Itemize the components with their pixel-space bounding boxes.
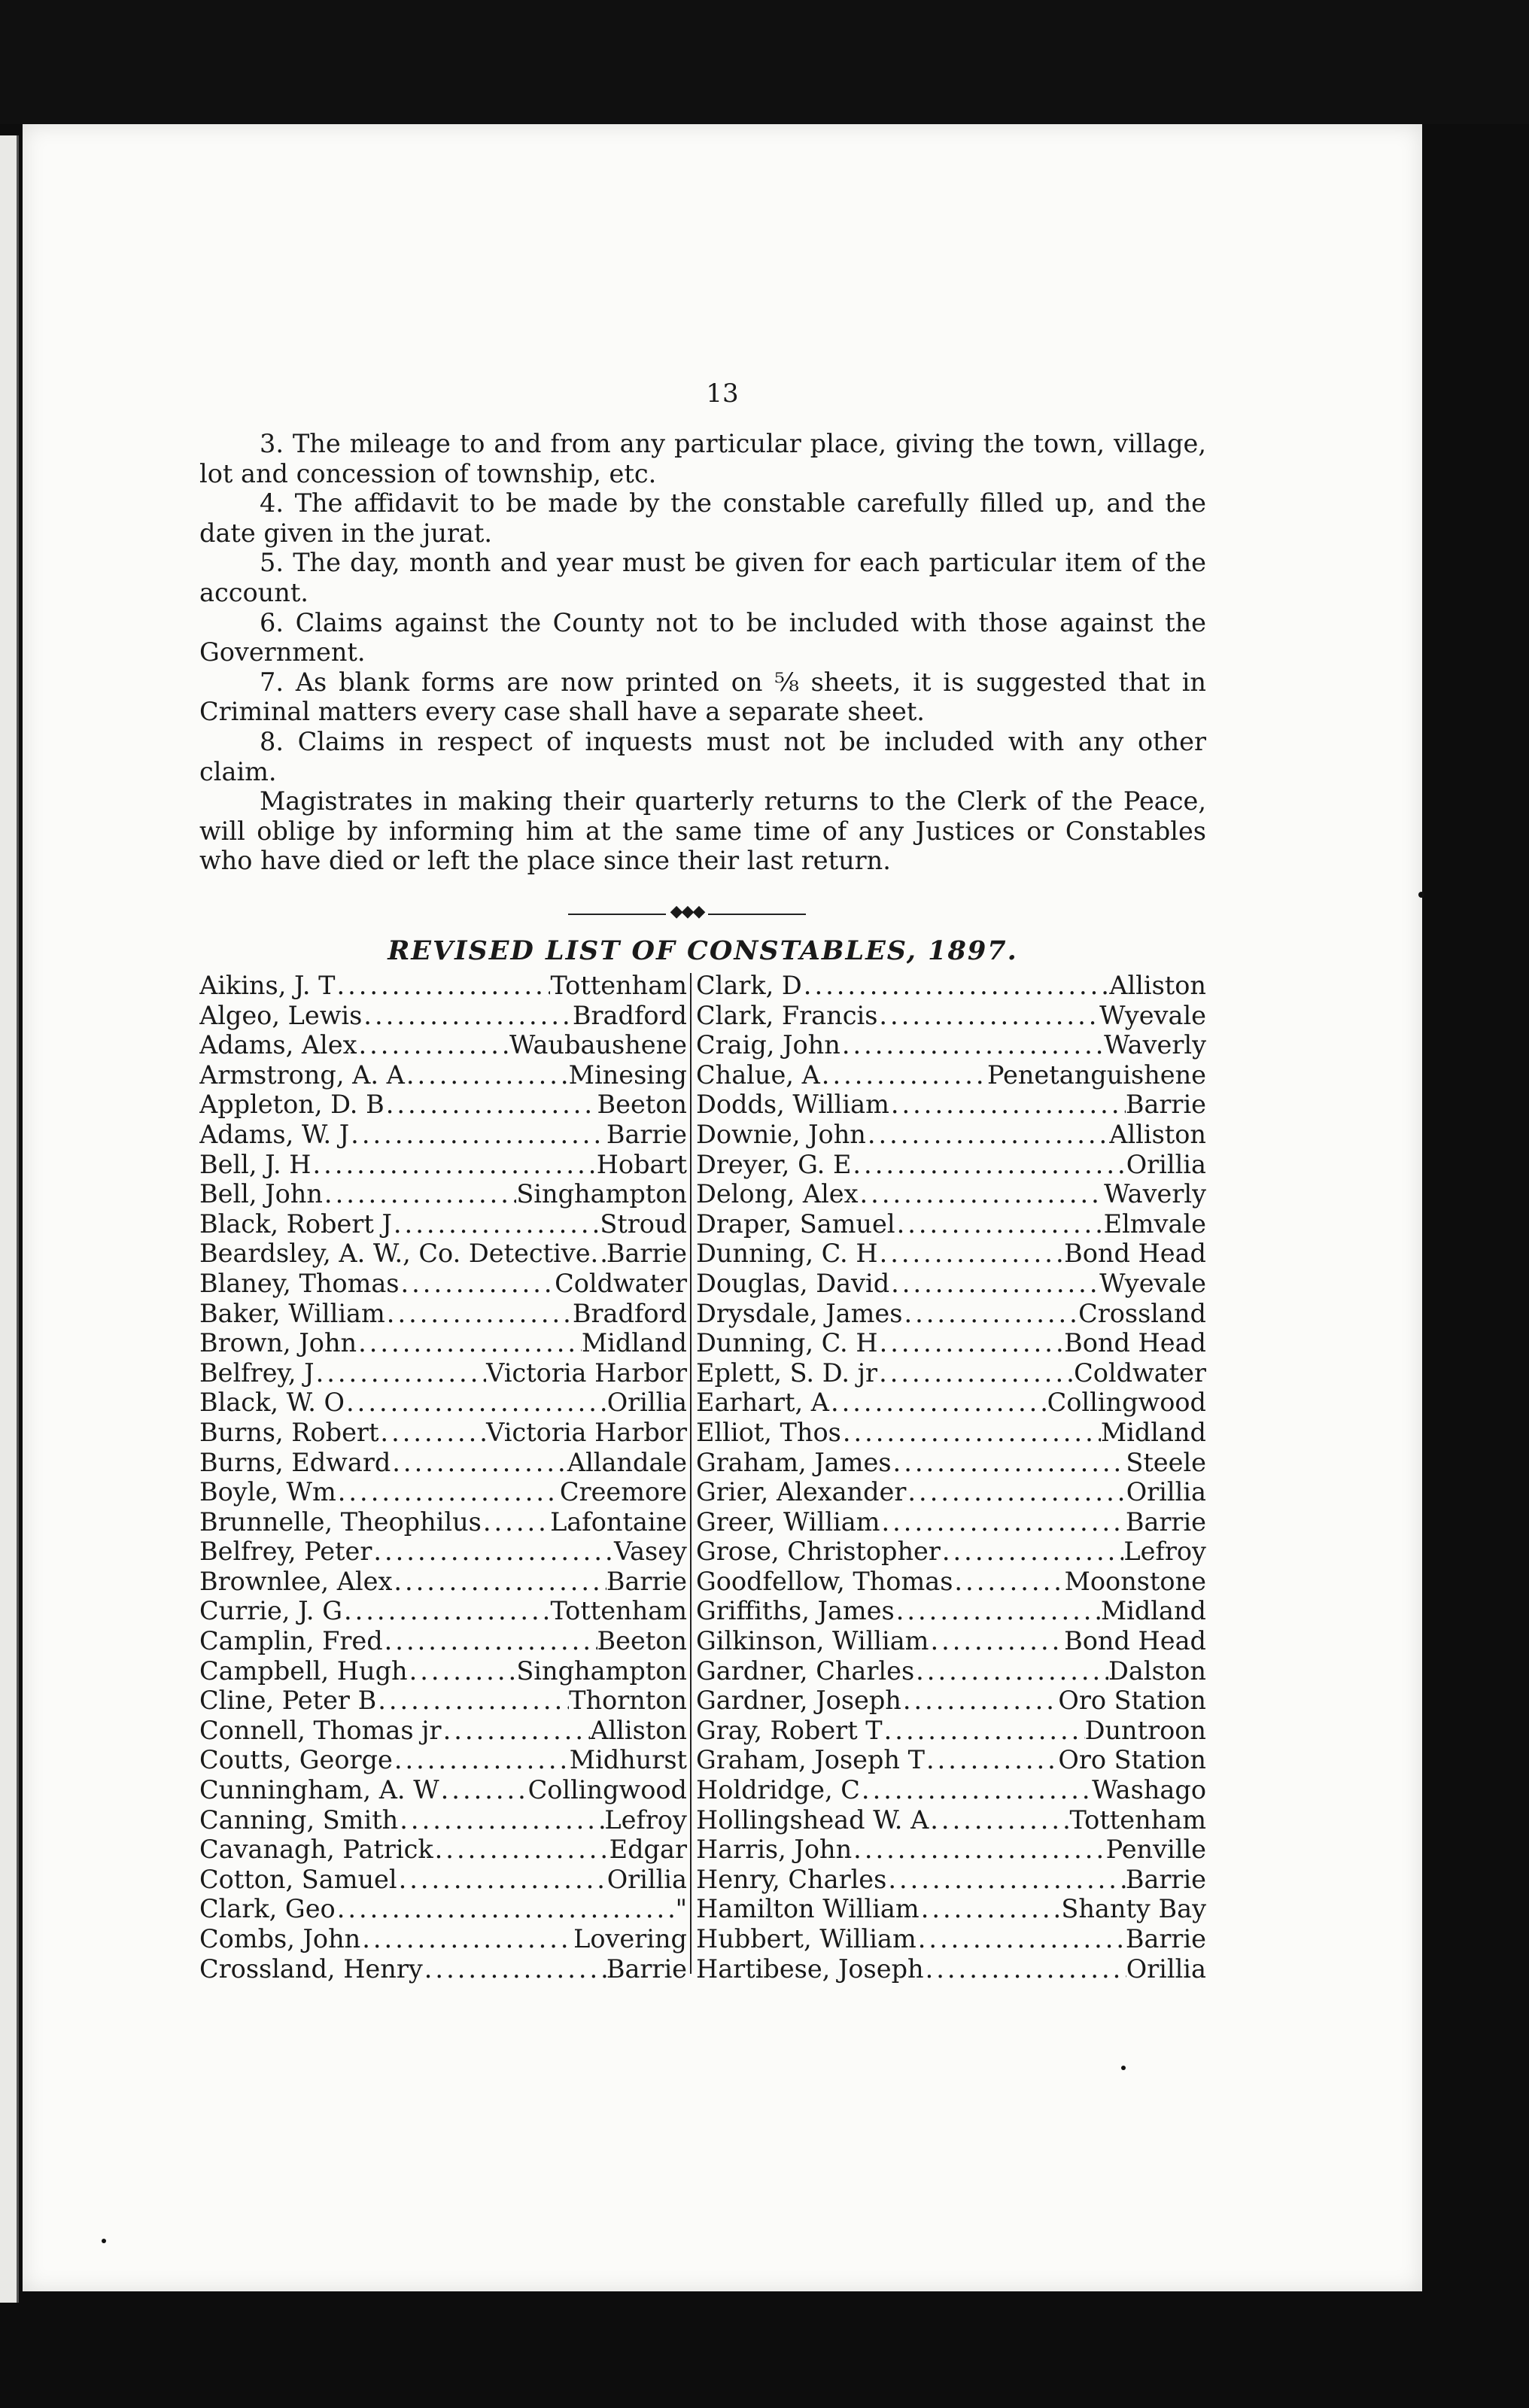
leader-dots xyxy=(901,1686,1059,1716)
constable-name: Draper, Samuel xyxy=(696,1209,895,1239)
constable-entry xyxy=(696,1865,1206,1895)
leader-dots xyxy=(916,1924,1126,1954)
leader-dots xyxy=(889,1269,1099,1299)
constable-entry xyxy=(199,1686,687,1716)
leader-dots xyxy=(851,1150,1126,1180)
constable-name: Coutts, George xyxy=(199,1745,393,1775)
constable-place: Allandale xyxy=(567,1447,687,1477)
leader-dots xyxy=(357,1328,582,1358)
constable-place: Alliston xyxy=(590,1715,687,1745)
constable-place: Bond Head xyxy=(1064,1239,1206,1269)
constable-name: Downie, John xyxy=(696,1119,866,1149)
constable-name: Cavanagh, Patrick xyxy=(199,1835,433,1865)
constable-entry xyxy=(696,1745,1206,1775)
facing-page-edge xyxy=(0,135,19,2303)
constable-entry xyxy=(199,1805,687,1835)
constable-place: Lefroy xyxy=(1123,1537,1206,1567)
constable-entry xyxy=(696,1448,1206,1478)
constable-place: Oro Station xyxy=(1058,1745,1206,1775)
constable-place: Steele xyxy=(1126,1447,1206,1477)
constable-name: Boyle, Wm xyxy=(199,1477,336,1507)
constable-name: Brownlee, Alex xyxy=(199,1566,393,1596)
constable-name: Adams, Alex xyxy=(199,1030,357,1060)
constable-place: Singhampton xyxy=(516,1655,687,1686)
constable-entry xyxy=(696,1090,1206,1120)
constable-name: Crossland, Henry xyxy=(199,1953,423,1984)
leader-dots xyxy=(953,1567,1064,1597)
constable-name: Aikins, J. T xyxy=(199,971,336,1000)
leader-dots xyxy=(393,1745,570,1775)
constable-name: Elliot, Thos xyxy=(696,1417,841,1447)
constable-entry xyxy=(696,1894,1206,1924)
constable-place: Lovering xyxy=(573,1924,687,1953)
scan-speck xyxy=(102,2239,106,2243)
leader-dots xyxy=(880,1507,1126,1537)
paragraph: 5. The day, month and year must be given for each particular item of the account. xyxy=(199,548,1206,607)
constable-name: Armstrong, A. A xyxy=(199,1060,405,1090)
constable-name: Gilkinson, William xyxy=(696,1626,929,1656)
leader-dots xyxy=(439,1775,528,1805)
constable-place: Barrie xyxy=(1125,1507,1206,1537)
constable-entry xyxy=(199,1716,687,1746)
leader-dots xyxy=(895,1596,1101,1626)
constable-place: Beeton xyxy=(597,1090,687,1120)
constable-place: Orillia xyxy=(1126,1953,1206,1984)
constable-entry xyxy=(696,971,1206,1001)
constable-name: Beardsley, A. W., Co. Detective. xyxy=(199,1239,599,1269)
constable-name: Burns, Robert xyxy=(199,1417,379,1447)
leader-dots xyxy=(941,1537,1124,1567)
paragraph: 3. The mileage to and from any particular place, giving the town, village, lot and concession of township, etc. xyxy=(199,429,1206,488)
constable-place: Wyevale xyxy=(1099,1268,1206,1298)
leader-dots xyxy=(360,1924,573,1954)
paragraph: 8. Claims in respect of inquests must not be included with any other claim. xyxy=(199,726,1206,786)
constable-place: Midland xyxy=(1100,1417,1206,1447)
constables-left-column xyxy=(199,971,687,1984)
constable-entry xyxy=(199,1269,687,1299)
constable-name: Brown, John xyxy=(199,1328,357,1358)
constable-entry xyxy=(696,1805,1206,1835)
leader-dots xyxy=(829,1388,1047,1418)
constable-place: Elmvale xyxy=(1103,1209,1206,1239)
constable-place: Alliston xyxy=(1109,1119,1206,1149)
constable-entry xyxy=(696,1686,1206,1716)
constable-place: Alliston xyxy=(1109,971,1206,1000)
constable-entry xyxy=(199,1954,687,1984)
leader-dots xyxy=(357,1030,509,1060)
constable-name: Dunning, C. H xyxy=(696,1328,878,1358)
leader-dots xyxy=(335,971,550,1001)
constable-name: Brunnelle, Theophilus xyxy=(199,1507,482,1537)
leader-dots xyxy=(405,1060,569,1090)
constable-entry xyxy=(199,1924,687,1954)
constable-entry xyxy=(696,1120,1206,1150)
constable-name: Blaney, Thomas xyxy=(199,1268,400,1298)
constable-name: Delong, Alex xyxy=(696,1179,859,1209)
constable-name: Chalue, A xyxy=(696,1060,820,1090)
constable-entry xyxy=(199,1418,687,1448)
leader-dots xyxy=(886,1865,1126,1895)
constable-place: Dalston xyxy=(1108,1655,1206,1686)
constable-entry xyxy=(696,1596,1206,1626)
constable-place: Midhurst xyxy=(569,1745,687,1775)
constable-name: Camplin, Fred xyxy=(199,1626,383,1656)
leader-dots xyxy=(840,1030,1104,1060)
constable-place: Tottenham xyxy=(1069,1804,1206,1835)
list-title: REVISED LIST OF CONSTABLES, 1897. xyxy=(388,935,1018,966)
constable-name: Cotton, Samuel xyxy=(199,1864,397,1894)
constable-entry xyxy=(696,1954,1206,1984)
constable-name: Algeo, Lewis xyxy=(199,1000,363,1030)
constable-place: Barrie xyxy=(606,1953,687,1984)
constable-place: Moonstone xyxy=(1064,1566,1206,1596)
constable-place: Barrie xyxy=(1125,1864,1206,1894)
scan-speck xyxy=(1121,2066,1126,2070)
column-rule xyxy=(690,973,692,1974)
constable-entry xyxy=(199,1150,687,1180)
leader-dots xyxy=(385,1090,597,1120)
constable-entry xyxy=(696,1209,1206,1239)
constable-entry xyxy=(199,1120,687,1150)
constable-name: Appleton, D. B xyxy=(199,1090,385,1120)
constable-entry xyxy=(199,1567,687,1597)
constable-place: Crossland xyxy=(1078,1298,1206,1328)
constable-place: Penetanguishene xyxy=(987,1060,1206,1090)
constable-place: Bradford xyxy=(572,1298,687,1328)
constable-name: Craig, John xyxy=(696,1030,840,1060)
constable-place: Lefroy xyxy=(604,1804,687,1835)
constable-entry xyxy=(696,1567,1206,1597)
constable-place: Beeton xyxy=(597,1626,687,1656)
constable-place: Washago xyxy=(1092,1775,1206,1805)
constable-entry xyxy=(199,1299,687,1329)
leader-dots xyxy=(433,1835,609,1865)
constable-entry xyxy=(199,1388,687,1418)
constable-entry xyxy=(696,1030,1206,1060)
constable-entry xyxy=(199,1001,687,1031)
leader-dots xyxy=(802,971,1109,1001)
constable-name: Baker, William xyxy=(199,1298,385,1328)
constable-place: Stroud xyxy=(600,1209,687,1239)
constable-name: Griffiths, James xyxy=(696,1596,895,1626)
constable-entry xyxy=(696,1328,1206,1358)
leader-dots xyxy=(392,1567,606,1597)
constable-entry xyxy=(696,1716,1206,1746)
constable-place: " xyxy=(675,1894,687,1924)
constable-entry xyxy=(696,1477,1206,1507)
leader-dots xyxy=(906,1477,1126,1507)
constable-place: Midland xyxy=(581,1328,687,1358)
constable-place: Lafontaine xyxy=(550,1507,687,1537)
constable-place: Coldwater xyxy=(1074,1358,1206,1388)
constable-name: Connell, Thomas jr xyxy=(199,1715,442,1745)
constable-place: Collingwood xyxy=(1047,1388,1206,1418)
constable-place: Barrie xyxy=(606,1119,687,1149)
constable-entry xyxy=(696,1060,1206,1090)
leader-dots xyxy=(878,1328,1065,1358)
constable-name: Gray, Robert T xyxy=(696,1715,883,1745)
constable-place: Creemore xyxy=(559,1477,687,1507)
leader-dots xyxy=(841,1418,1101,1448)
constable-entry xyxy=(199,971,687,1001)
constable-entry xyxy=(696,1656,1206,1686)
leader-dots xyxy=(372,1537,614,1567)
constable-name: Cline, Peter B xyxy=(199,1686,377,1716)
constable-name: Hartibese, Joseph xyxy=(696,1953,924,1984)
constable-entry xyxy=(199,1179,687,1209)
section-divider xyxy=(568,902,806,922)
leader-dots xyxy=(342,1596,550,1626)
leader-dots xyxy=(877,1001,1099,1031)
constable-entry xyxy=(696,1537,1206,1567)
leader-dots xyxy=(392,1209,600,1239)
constable-entry xyxy=(199,1835,687,1865)
paragraph: 4. The affidavit to be made by the constable carefully filled up, and the date given in the jurat. xyxy=(199,488,1206,548)
paragraph: Magistrates in making their quarterly returns to the Clerk of the Peace, will oblige by informing him at the same time of any Justices or Constables who have died or left the place since their last return. xyxy=(199,786,1206,876)
constable-name: Adams, W. J xyxy=(199,1119,350,1149)
constable-place: Barrie xyxy=(606,1239,687,1269)
constable-name: Combs, John xyxy=(199,1924,361,1953)
leader-dots xyxy=(924,1954,1126,1984)
constable-entry xyxy=(696,1001,1206,1031)
constable-name: Graham, James xyxy=(696,1447,892,1477)
leader-dots xyxy=(878,1239,1065,1269)
constable-name: Douglas, David xyxy=(696,1268,890,1298)
constable-name: Grier, Alexander xyxy=(696,1477,907,1507)
leader-dots xyxy=(895,1209,1104,1239)
leader-dots xyxy=(820,1060,987,1090)
leader-dots xyxy=(859,1179,1105,1209)
constable-place: Barrie xyxy=(1125,1924,1206,1953)
constable-name: Graham, Joseph T xyxy=(696,1745,925,1775)
divider-line-left xyxy=(568,914,666,915)
constable-place: Wyevale xyxy=(1099,1000,1206,1030)
constable-entry xyxy=(199,1507,687,1537)
constable-entry xyxy=(696,1299,1206,1329)
constable-place: Collingwood xyxy=(527,1775,687,1805)
leader-dots xyxy=(385,1299,573,1329)
constable-name: Clark, Geo xyxy=(199,1894,336,1924)
constable-entry xyxy=(696,1924,1206,1954)
constable-name: Grose, Christopher xyxy=(696,1537,941,1567)
constable-entry xyxy=(199,1865,687,1895)
leader-dots xyxy=(391,1448,567,1478)
constable-place: Edgar xyxy=(609,1835,687,1865)
leader-dots xyxy=(920,1894,1062,1924)
constable-place: Bradford xyxy=(572,1000,687,1030)
constable-place: Duntroon xyxy=(1084,1715,1206,1745)
leader-dots xyxy=(408,1656,517,1686)
divider-line-right xyxy=(708,914,806,915)
constable-name: Burns, Edward xyxy=(199,1447,391,1477)
constable-place: Vasey xyxy=(613,1537,687,1567)
constable-name: Gardner, Charles xyxy=(696,1655,915,1686)
leader-dots xyxy=(397,1865,607,1895)
constable-name: Harris, John xyxy=(696,1835,853,1865)
constable-name: Dunning, C. H xyxy=(696,1239,878,1269)
constable-entry xyxy=(696,1150,1206,1180)
constable-place: Hobart xyxy=(596,1149,687,1179)
constable-name: Clark, Francis xyxy=(696,1000,878,1030)
constable-place: Bond Head xyxy=(1064,1626,1206,1656)
constable-entry xyxy=(696,1269,1206,1299)
constable-place: Orillia xyxy=(606,1864,687,1894)
leader-dots xyxy=(925,1745,1058,1775)
leader-dots xyxy=(929,1626,1064,1656)
constable-entry xyxy=(696,1388,1206,1418)
leader-dots xyxy=(400,1269,555,1299)
leader-dots xyxy=(323,1179,516,1209)
constable-name: Hubbert, William xyxy=(696,1924,916,1953)
constable-name: Goodfellow, Thomas xyxy=(696,1566,953,1596)
constable-entry xyxy=(696,1358,1206,1388)
constable-place: Thornton xyxy=(569,1686,687,1716)
constable-entry xyxy=(199,1448,687,1478)
constable-entry xyxy=(696,1835,1206,1865)
constable-name: Black, Robert J xyxy=(199,1209,392,1239)
leader-dots xyxy=(883,1716,1085,1746)
constable-entry xyxy=(199,1239,687,1269)
instructions-text xyxy=(199,429,1206,876)
constable-entry xyxy=(199,1775,687,1805)
leader-dots xyxy=(336,1477,560,1507)
constable-entry xyxy=(199,1060,687,1090)
constable-place: Tottenham xyxy=(550,971,687,1000)
leader-dots xyxy=(315,1358,487,1388)
constable-place: Minesing xyxy=(568,1060,687,1090)
constable-entry xyxy=(199,1596,687,1626)
constable-place: Waubaushene xyxy=(509,1030,687,1060)
divider-ornament-icon: ◆◆◆ xyxy=(670,902,704,921)
constable-name: Hamilton William xyxy=(696,1894,920,1924)
leader-dots xyxy=(336,1894,676,1924)
leader-dots xyxy=(345,1388,607,1418)
constable-name: Drysdale, James xyxy=(696,1298,903,1328)
constable-place: Singhampton xyxy=(516,1179,687,1209)
constable-name: Greer, William xyxy=(696,1507,880,1537)
leader-dots xyxy=(860,1775,1092,1805)
constable-place: Bond Head xyxy=(1064,1328,1206,1358)
constable-name: Campbell, Hugh xyxy=(199,1655,408,1686)
constable-place: Tottenham xyxy=(550,1596,687,1626)
constable-entry xyxy=(696,1179,1206,1209)
constable-entry xyxy=(199,1745,687,1775)
constable-name: Cunningham, A. W xyxy=(199,1775,439,1805)
leader-dots xyxy=(383,1626,597,1656)
constable-place: Waverly xyxy=(1104,1179,1206,1209)
constable-place: Oro Station xyxy=(1058,1686,1206,1716)
constable-place: Orillia xyxy=(1126,1477,1206,1507)
scan-speck xyxy=(1418,892,1424,898)
constable-name: Currie, J. G xyxy=(199,1596,342,1626)
leader-dots xyxy=(929,1805,1069,1835)
paragraph: 6. Claims against the County not to be included with those against the Government. xyxy=(199,607,1206,667)
leader-dots xyxy=(398,1805,604,1835)
constable-name: Hollingshead W. A xyxy=(696,1804,929,1835)
constable-entry xyxy=(199,1209,687,1239)
constable-entry xyxy=(199,1894,687,1924)
constable-entry xyxy=(696,1775,1206,1805)
constable-entry xyxy=(696,1418,1206,1448)
constable-place: Victoria Harbor xyxy=(486,1358,687,1388)
constable-place: Barrie xyxy=(606,1566,687,1596)
leader-dots xyxy=(866,1120,1109,1150)
constable-name: Black, W. O xyxy=(199,1388,345,1418)
document-page xyxy=(23,124,1422,2291)
constable-place: Victoria Harbor xyxy=(486,1417,687,1447)
leader-dots xyxy=(902,1299,1078,1329)
constable-name: Clark, D xyxy=(696,971,802,1000)
page-number: 13 xyxy=(706,379,739,409)
leader-dots xyxy=(877,1358,1074,1388)
constable-name: Belfrey, J xyxy=(199,1358,315,1388)
constable-name: Earhart, A xyxy=(696,1388,829,1418)
constable-entry xyxy=(199,1626,687,1656)
constable-entry xyxy=(199,1358,687,1388)
leader-dots xyxy=(914,1656,1108,1686)
constable-entry xyxy=(696,1626,1206,1656)
constable-name: Henry, Charles xyxy=(696,1864,887,1894)
constable-place: Orillia xyxy=(606,1388,687,1418)
leader-dots xyxy=(442,1716,591,1746)
leader-dots xyxy=(349,1120,606,1150)
constable-name: Gardner, Joseph xyxy=(696,1686,901,1716)
leader-dots xyxy=(598,1239,606,1269)
constable-name: Dreyer, G. E xyxy=(696,1149,852,1179)
leader-dots xyxy=(852,1835,1105,1865)
constable-name: Bell, John xyxy=(199,1179,323,1209)
constable-name: Holdridge, C xyxy=(696,1775,860,1805)
leader-dots xyxy=(312,1150,597,1180)
constable-name: Dodds, William xyxy=(696,1090,889,1120)
leader-dots xyxy=(423,1954,606,1984)
constable-entry xyxy=(199,1656,687,1686)
scan-background xyxy=(0,0,1529,124)
constable-entry xyxy=(199,1537,687,1567)
constable-name: Canning, Smith xyxy=(199,1804,399,1835)
constable-name: Belfrey, Peter xyxy=(199,1537,372,1567)
constable-entry xyxy=(199,1090,687,1120)
constable-entry xyxy=(696,1239,1206,1269)
constable-entry xyxy=(696,1507,1206,1537)
constable-name: Bell, J. H xyxy=(199,1149,312,1179)
constable-place: Barrie xyxy=(1125,1090,1206,1120)
leader-dots xyxy=(376,1686,569,1716)
constables-right-column xyxy=(696,971,1206,1984)
leader-dots xyxy=(892,1448,1126,1478)
constable-place: Waverly xyxy=(1104,1030,1206,1060)
leader-dots xyxy=(482,1507,550,1537)
leader-dots xyxy=(889,1090,1126,1120)
leader-dots xyxy=(378,1418,486,1448)
constable-place: Orillia xyxy=(1126,1149,1206,1179)
leader-dots xyxy=(362,1001,573,1031)
constable-name: Eplett, S. D. jr xyxy=(696,1358,878,1388)
constable-place: Midland xyxy=(1100,1596,1206,1626)
constable-entry xyxy=(199,1477,687,1507)
constable-entry xyxy=(199,1030,687,1060)
paragraph: 7. As blank forms are now printed on ⅝ sheets, it is suggested that in Criminal matters every case shall have a separate sheet. xyxy=(199,667,1206,727)
constable-place: Coldwater xyxy=(555,1268,687,1298)
constable-entry xyxy=(199,1328,687,1358)
constable-place: Shanty Bay xyxy=(1061,1894,1206,1924)
constable-place: Penville xyxy=(1105,1835,1206,1865)
